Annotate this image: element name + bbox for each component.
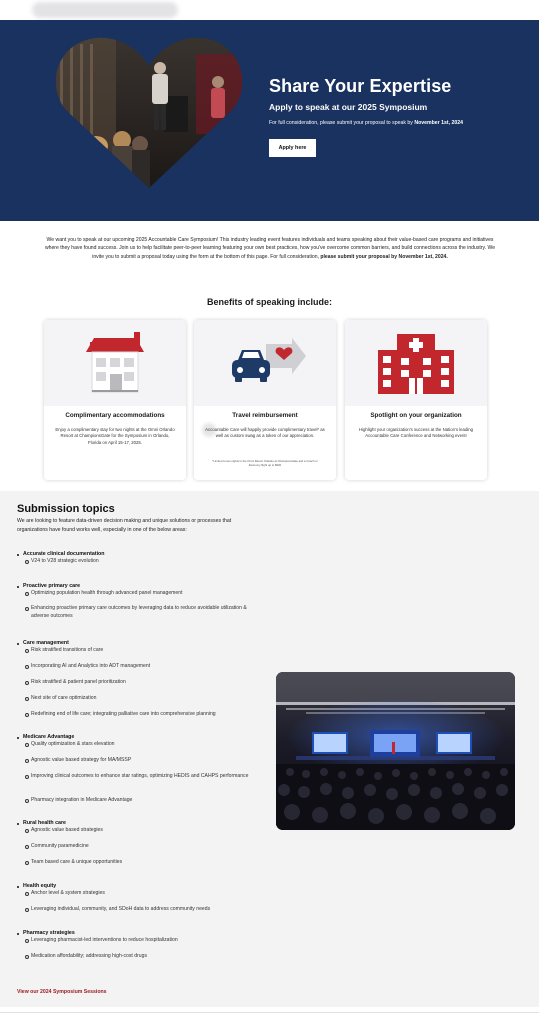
topic-item: Quality optimization & stars elevation	[25, 740, 265, 748]
topic-item: Optimizing population health through advanced panel management	[25, 589, 265, 597]
benefit-card-spotlight	[345, 320, 487, 480]
topic-heading: Accurate clinical documentation	[17, 551, 267, 558]
topic-item: Redefining end of life care; integrating palliative care into comprehensive planning	[25, 710, 265, 718]
intro-paragraph	[44, 236, 496, 261]
topic-item: Enhancing proactive primary care outcomes by leveraging data to reduce avoidable utilization & adverse outcomes	[25, 604, 265, 620]
benefit-card-travel	[194, 320, 336, 480]
submission-topics-section	[0, 491, 539, 1007]
hero-banner	[0, 20, 539, 221]
topic-item: Improving clinical outcomes to enhance star ratings, optimizing HEDIS and CAHPS performance	[25, 772, 265, 780]
topic-heading: Proactive primary care	[17, 583, 267, 590]
topic-item: Team based care & unique opportunities	[25, 858, 265, 866]
card-title: Complimentary accommodations	[65, 412, 165, 419]
topic-item: Anchor level & system strategies	[25, 889, 265, 897]
intro-bold: please submit your proposal by November 1st, 2024.	[320, 253, 448, 260]
intro-text: We want you to speak at our upcoming 2025 Accountable Care Symposium! This industry leading event features individuals and teams speaking about their value-based care programs and initiatives where they have found success. Join us to help facilitate peer-to-peer learning featuring your own best practices, how you've overcome common barriers, and build connections across the industry. We invite you to submit a proposal today using the form at the bottom of this page. For full consideration,	[44, 237, 496, 260]
top-bar	[0, 0, 539, 20]
footer-divider	[0, 1012, 539, 1013]
house-icon	[44, 320, 186, 406]
heart-photo	[56, 34, 242, 188]
topic-group	[17, 883, 267, 912]
topic-group	[17, 930, 267, 959]
card-icon-area	[345, 320, 487, 406]
card-description: Enjoy a complimentary stay for two nights at the Omni Orlando Resort at ChampionsGate for the Symposium in Orlando, Florida on April 15-17, 2025.	[55, 427, 175, 445]
topic-group	[17, 551, 267, 564]
topic-heading: Medicare Advantage	[17, 734, 267, 741]
benefits-heading: Benefits of speaking include:	[206, 297, 333, 307]
topic-group	[17, 583, 267, 620]
submission-intro: We are looking to feature data-driven decision making and unique solutions or processes that organizations have found works well, especially in one of the below areas:	[17, 518, 232, 533]
topic-item: Community paramedicine	[25, 842, 265, 850]
topic-group	[17, 734, 267, 803]
topic-heading: Health equity	[17, 883, 267, 890]
hero-title: Share Your Expertise	[269, 76, 452, 96]
topic-item: Pharmacy integration in Medicare Advantage	[25, 796, 265, 804]
hospital-icon	[345, 320, 487, 406]
topic-item: Risk stratified transitions of care	[25, 646, 265, 654]
benefit-card-accommodations	[44, 320, 186, 480]
topic-item: Next site of care optimization	[25, 694, 265, 702]
hero-note-text: For full consideration, please submit your proposal to speak by	[269, 120, 415, 126]
symposium-photo	[276, 672, 515, 830]
topic-item: V24 to V28 strategic evolution	[25, 557, 265, 565]
topic-item: Leveraging pharmacist-led interventions to reduce hospitalization	[25, 936, 265, 944]
topic-heading: Pharmacy strategies	[17, 930, 267, 937]
card-description: Highlight your organization's success at the Nation's leading Accountable Care Conference and Networking event!	[358, 427, 474, 439]
hero-deadline-note	[269, 120, 463, 126]
card-icon-area	[194, 320, 336, 406]
topic-group	[17, 640, 267, 717]
topic-item: Agnostic value based strategies	[25, 826, 265, 834]
topic-group	[17, 820, 267, 865]
topic-item: Leveraging individual, community, and SDoH data to address community needs	[25, 905, 265, 913]
topic-item: Medication affordability; addressing high-cost drugs	[25, 952, 265, 960]
card-icon-area	[44, 320, 186, 406]
topic-item: Risk stratified & patient panel prioritization	[25, 678, 265, 686]
card-footnote: *Limited to two nights in the Omni Resort Orlando at ChampionsGate and a Coach or Economy flight up to $600	[212, 459, 318, 468]
card-description: Accountable Care will happily provide complimentary travel* as well as custom swag as a token of our appreciation.	[205, 427, 325, 439]
hero-subtitle: Apply to speak at our 2025 Symposium	[269, 102, 428, 112]
submission-title: Submission topics	[17, 503, 115, 515]
hero-note-date: November 1st, 2024	[414, 120, 464, 126]
card-title: Travel reimbursement	[232, 412, 298, 419]
apply-here-button[interactable]: Apply here	[269, 139, 316, 157]
blurred-logo	[32, 2, 178, 18]
view-2024-sessions-link[interactable]: View our 2024 Symposium Sessions	[17, 989, 107, 995]
topic-item: Incorporating AI and Analytics into ADT management	[25, 662, 265, 670]
car-heart-icon	[194, 320, 336, 406]
topic-heading: Care management	[17, 640, 267, 647]
topic-heading: Rural health care	[17, 820, 267, 827]
card-title: Spotlight on your organization	[370, 412, 462, 419]
topic-item: Agnostic value based strategy for MA/MSSP	[25, 756, 265, 764]
